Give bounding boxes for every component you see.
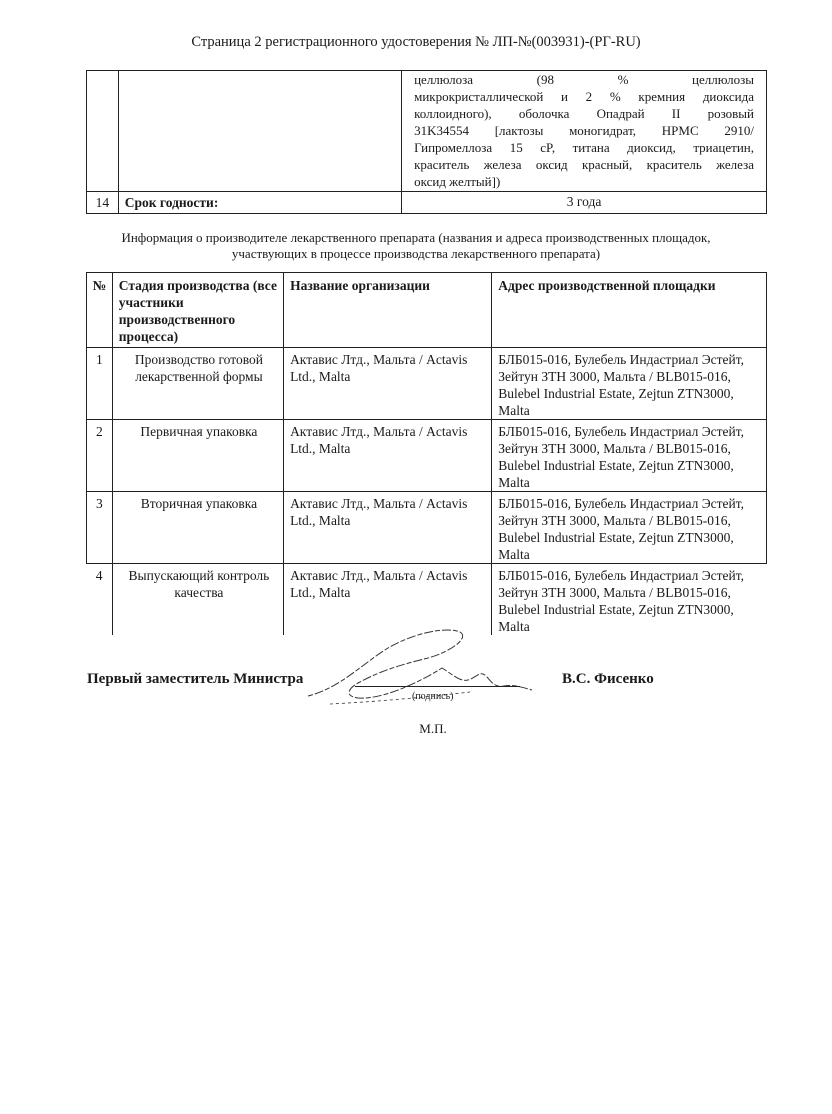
composition-line: микрокристаллической и 2 % кремния диоксида xyxy=(414,89,754,104)
table-row xyxy=(87,492,767,564)
composition-row xyxy=(87,71,767,192)
composition-text-cell xyxy=(402,71,767,192)
header-number: № xyxy=(87,273,113,348)
composition-line: оксид желтый]) xyxy=(414,174,501,189)
header-stage: Стадия производства (все участники производственного процесса) xyxy=(112,273,283,348)
composition-number-cell xyxy=(87,71,119,192)
composition-line: коллоидного), оболочка Опадрай II розовый xyxy=(414,106,754,121)
row-number: 1 xyxy=(87,348,113,420)
row-stage: Вторичная упаковка xyxy=(112,492,283,564)
header-organization: Название организации xyxy=(284,273,492,348)
row-number: 2 xyxy=(87,420,113,492)
table-row xyxy=(87,420,767,492)
row-organization: Актавис Лтд., Мальта / Actavis Ltd., Malta xyxy=(284,348,492,420)
manufacturer-info-heading xyxy=(60,230,772,262)
table-row xyxy=(87,348,767,420)
row-number: 4 xyxy=(87,564,113,636)
table-header-row xyxy=(87,273,767,348)
composition-line: Гипромеллоза 15 cP, титана диоксид, триацетин, xyxy=(414,140,754,155)
shelf-life-number: 14 xyxy=(87,192,119,214)
row-stage: Производство готовой лекарственной формы xyxy=(112,348,283,420)
row-address: БЛБ015-016, Булебель Индастриал Эстейт, Зейтун ЗТН 3000, Мальта / BLB015-016, Bulebel Industrial Estate, Zejtun ZTN3000, Malta xyxy=(492,492,767,564)
composition-label-cell xyxy=(118,71,401,192)
row-address: БЛБ015-016, Булебель Индастриал Эстейт, Зейтун ЗТН 3000, Мальта / BLB015-016, Bulebel Industrial Estate, Zejtun ZTN3000, Malta xyxy=(492,564,767,636)
signer-position: Первый заместитель Министра xyxy=(87,671,304,687)
shelf-life-label: Срок годности: xyxy=(118,192,401,214)
row-organization: Актавис Лтд., Мальта / Actavis Ltd., Malta xyxy=(284,564,492,636)
row-stage: Первичная упаковка xyxy=(112,420,283,492)
signature-line xyxy=(355,686,520,687)
signer-name: В.С. Фисенко xyxy=(562,671,654,687)
header-address: Адрес производственной площадки xyxy=(492,273,767,348)
composition-table xyxy=(86,70,767,214)
shelf-life-value: 3 года xyxy=(402,192,767,214)
composition-line: 31K34554 [лактозы моногидрат, HPMC 2910/ xyxy=(414,123,754,138)
row-organization: Актавис Лтд., Мальта / Actavis Ltd., Malta xyxy=(284,420,492,492)
manufacturer-table xyxy=(86,272,767,635)
page-title: Страница 2 регистрационного удостоверения № ЛП-№(003931)-(РГ-RU) xyxy=(191,34,641,50)
manufacturer-info-line: Информация о производителе лекарственного препарата (названия и адреса производственных площадок, xyxy=(121,230,711,245)
row-organization: Актавис Лтд., Мальта / Actavis Ltd., Malta xyxy=(284,492,492,564)
composition-line: краситель железа оксид красный, краситель железа xyxy=(414,157,754,172)
row-address: БЛБ015-016, Булебель Индастриал Эстейт, Зейтун ЗТН 3000, Мальта / BLB015-016, Bulebel Industrial Estate, Zejtun ZTN3000, Malta xyxy=(492,420,767,492)
shelf-life-row xyxy=(87,192,767,214)
stamp-mark: М.П. xyxy=(419,721,447,736)
row-address: БЛБ015-016, Булебель Индастриал Эстейт, Зейтун ЗТН 3000, Мальта / BLB015-016, Bulebel Industrial Estate, Zejtun ZTN3000, Malta xyxy=(492,348,767,420)
row-number: 3 xyxy=(87,492,113,564)
manufacturer-info-line: участвующих в процессе производства лекарственного препарата) xyxy=(231,246,601,261)
row-stage: Выпускающий контроль качества xyxy=(112,564,283,636)
signature-caption: (подпись) xyxy=(412,691,454,702)
composition-line: целлюлоза (98 % целлюлозы xyxy=(414,72,754,87)
